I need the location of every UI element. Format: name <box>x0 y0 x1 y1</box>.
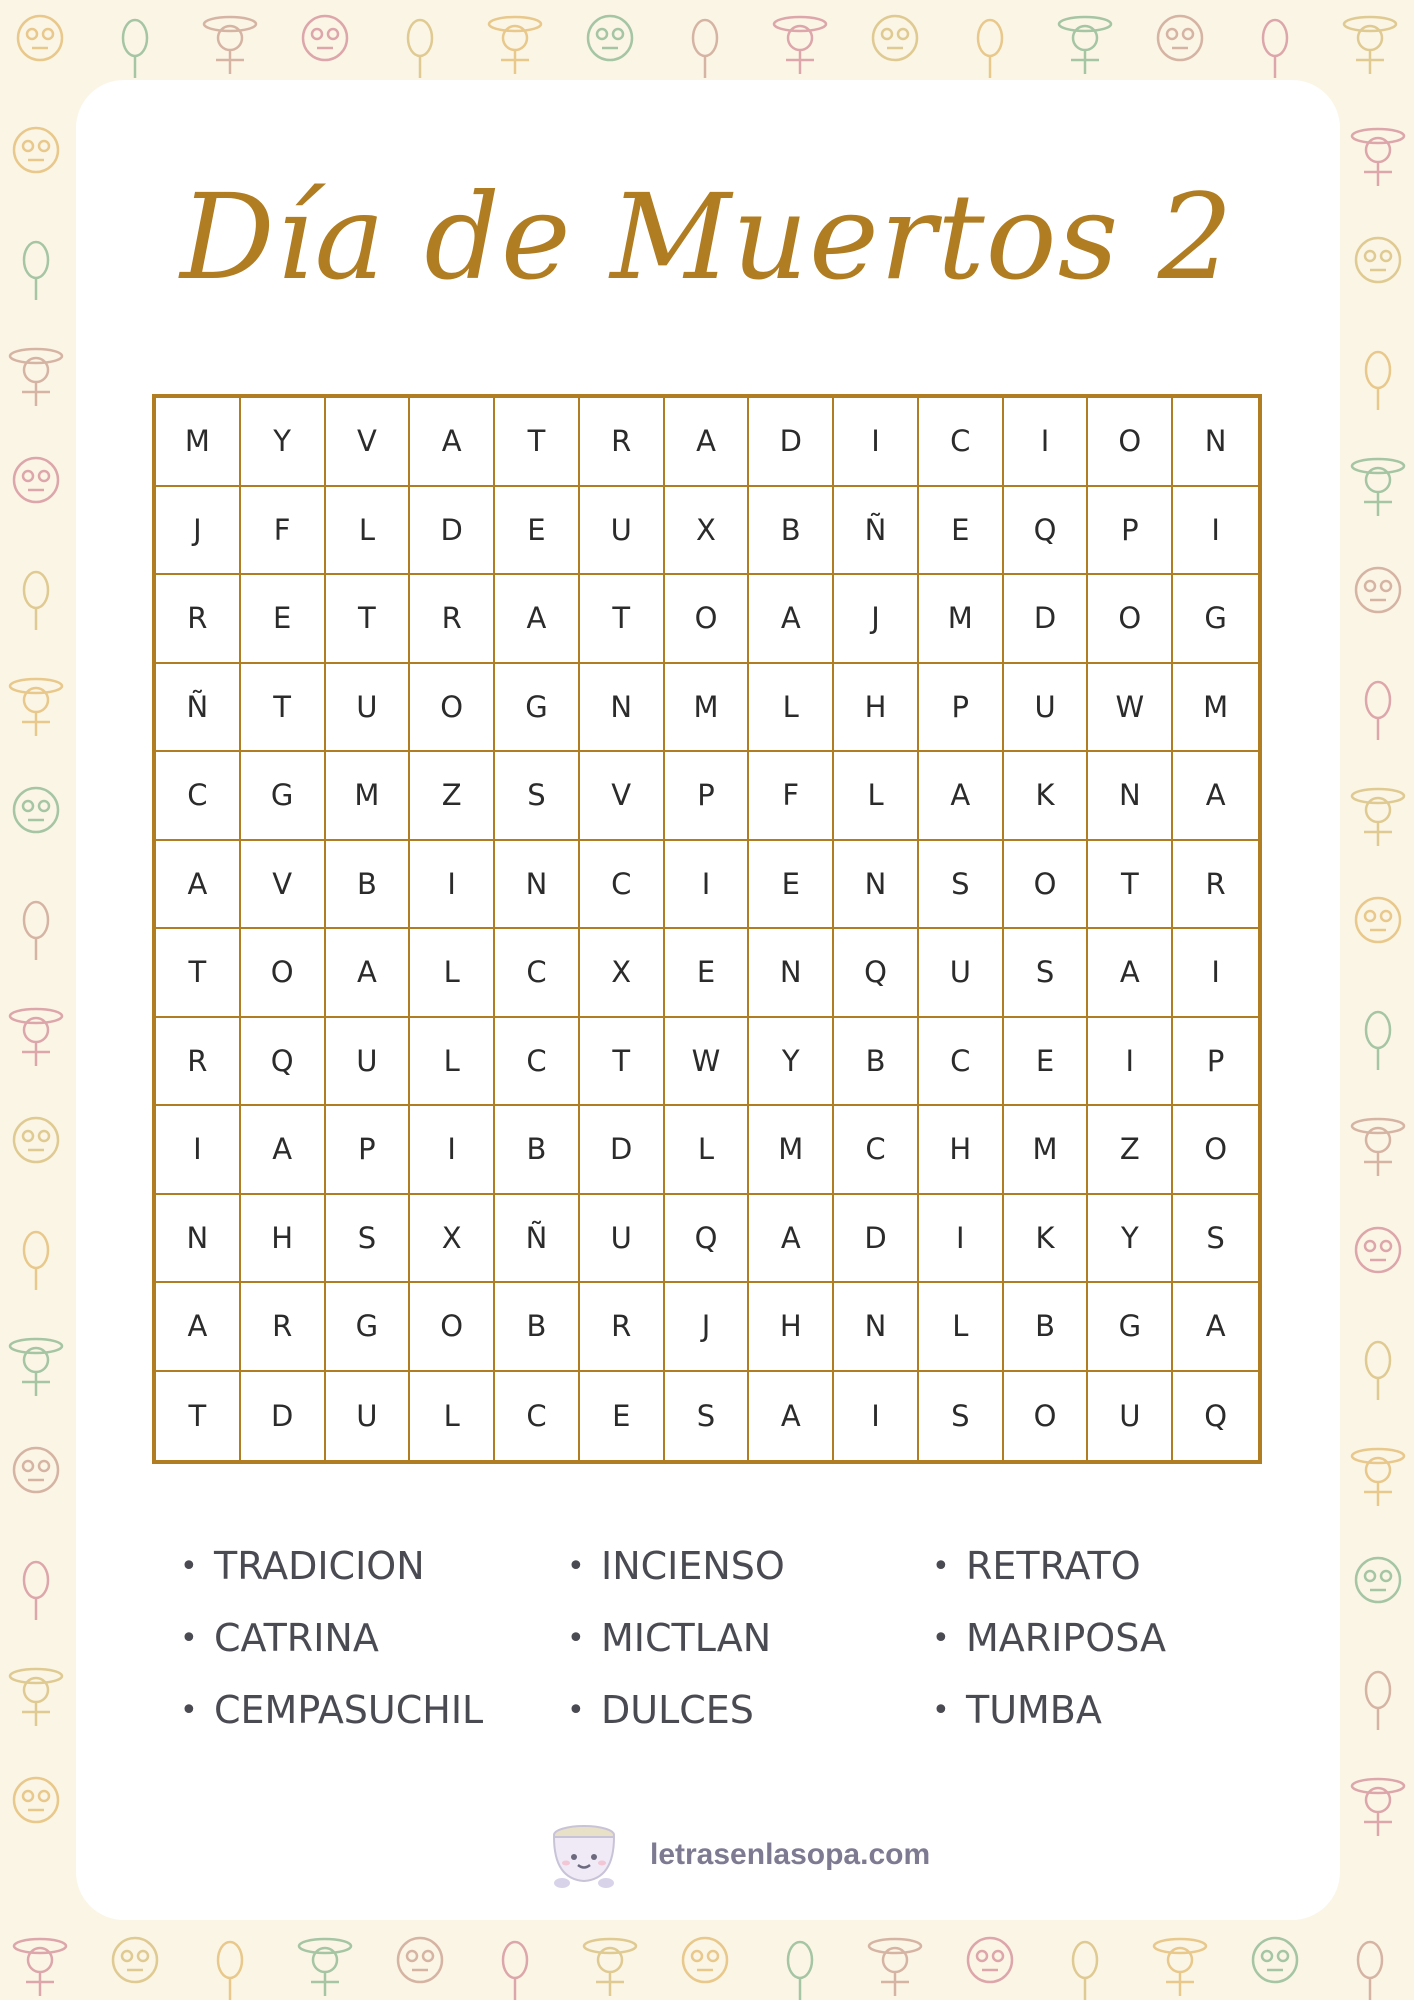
grid-cell: Z <box>410 752 495 841</box>
border-doodle <box>14 788 58 832</box>
grid-cell: T <box>326 575 411 664</box>
border-doodle <box>873 16 917 60</box>
grid-cell: I <box>410 841 495 930</box>
grid-cell: R <box>410 575 495 664</box>
grid-cell: E <box>1004 1018 1089 1107</box>
grid-cell: A <box>495 575 580 664</box>
border-doodle <box>18 16 62 60</box>
grid-cell: Ñ <box>834 487 919 576</box>
soup-bowl-mascot-icon <box>540 1819 628 1891</box>
grid-cell: E <box>665 929 750 1018</box>
border-doodle <box>1366 1342 1390 1400</box>
word-list-item: • TRADICION <box>180 1530 483 1602</box>
grid-cell: C <box>495 1372 580 1461</box>
grid-cell: N <box>749 929 834 1018</box>
grid-cell: X <box>665 487 750 576</box>
grid-cell: X <box>410 1195 495 1284</box>
grid-cell: A <box>749 575 834 664</box>
grid-cell: L <box>410 1018 495 1107</box>
grid-cell: S <box>919 841 1004 930</box>
border-doodle <box>14 1939 66 1996</box>
word-list-column <box>567 1530 785 1746</box>
border-doodle <box>408 20 432 78</box>
grid-cell: I <box>919 1195 1004 1284</box>
grid-cell: E <box>580 1372 665 1461</box>
border-doodle <box>24 1562 48 1620</box>
grid-cell: C <box>495 1018 580 1107</box>
grid-cell: R <box>1173 841 1258 930</box>
border-doodle <box>24 572 48 630</box>
grid-cell: A <box>1173 1283 1258 1372</box>
border-doodle <box>24 1232 48 1290</box>
grid-cell: Ñ <box>156 664 241 753</box>
grid-cell: O <box>1004 1372 1089 1461</box>
border-doodle <box>10 1009 62 1066</box>
grid-cell: M <box>156 398 241 487</box>
grid-cell: B <box>749 487 834 576</box>
grid-cell: O <box>410 1283 495 1372</box>
grid-cell: I <box>1173 487 1258 576</box>
grid-cell: A <box>749 1195 834 1284</box>
site-name: letrasenlasopa.com <box>650 1838 931 1871</box>
border-doodle <box>774 17 826 74</box>
grid-cell: B <box>834 1018 919 1107</box>
grid-cell: W <box>1088 664 1173 753</box>
border-doodle <box>303 16 347 60</box>
grid-cell: M <box>665 664 750 753</box>
footer-branding <box>540 1815 960 1895</box>
grid-cell: S <box>1004 929 1089 1018</box>
grid-cell: A <box>919 752 1004 841</box>
border-doodle <box>123 20 147 78</box>
grid-cell: Q <box>1204 1398 1228 1433</box>
grid-cell: U <box>580 487 665 576</box>
border-doodle <box>1356 568 1400 612</box>
grid-cell: Q <box>834 929 919 1018</box>
border-doodle <box>14 458 58 502</box>
grid-cell: N <box>834 841 919 930</box>
border-doodle <box>788 1942 812 2000</box>
grid-cell: K <box>1004 752 1089 841</box>
border-doodle <box>1356 1558 1400 1602</box>
grid-cell: U <box>326 664 411 753</box>
grid-cell: L <box>749 664 834 753</box>
grid-cell: D <box>241 1372 326 1461</box>
grid-cell: U <box>326 1372 411 1461</box>
grid-cell: V <box>580 752 665 841</box>
grid-cell: O <box>1088 398 1173 487</box>
border-doodle <box>1158 16 1202 60</box>
grid-cell: M <box>749 1106 834 1195</box>
grid-cell: I <box>1004 398 1089 487</box>
page-title: Día de Muertos 2 <box>180 168 1234 306</box>
grid-cell: U <box>1088 1372 1173 1461</box>
grid-cell: U <box>919 929 1004 1018</box>
grid-cell: M <box>1004 1106 1089 1195</box>
border-doodle <box>24 902 48 960</box>
grid-cell: M <box>326 752 411 841</box>
grid-cell: N <box>1088 752 1173 841</box>
grid-cell: B <box>495 1106 580 1195</box>
grid-cell: N <box>1173 398 1258 487</box>
grid-cell: O <box>1088 575 1173 664</box>
grid-cell: Y <box>749 1018 834 1107</box>
border-doodle <box>1356 1228 1400 1272</box>
grid-cell: H <box>749 1283 834 1372</box>
grid-cell: P <box>326 1106 411 1195</box>
word-search-grid <box>152 394 1262 1464</box>
grid-cell: I <box>834 1372 919 1461</box>
border-doodle <box>978 20 1002 78</box>
word-list-item: • TUMBA <box>932 1674 1166 1746</box>
grid-cell: H <box>919 1106 1004 1195</box>
grid-cell: U <box>326 1018 411 1107</box>
word-list-item: • CATRINA <box>180 1602 483 1674</box>
grid-cell: L <box>665 1106 750 1195</box>
grid-cell: M <box>919 575 1004 664</box>
grid-cell: Z <box>1088 1106 1173 1195</box>
border-doodle <box>218 1942 242 2000</box>
border-doodle <box>14 1448 58 1492</box>
grid-cell: I <box>410 1106 495 1195</box>
grid-cell: R <box>580 398 665 487</box>
grid-cell: Ñ <box>495 1195 580 1284</box>
grid-cell: G <box>1088 1283 1173 1372</box>
grid-cell: S <box>326 1195 411 1284</box>
grid-cell: A <box>326 929 411 1018</box>
border-doodle <box>1344 17 1396 74</box>
border-doodle <box>588 16 632 60</box>
grid-cell: T <box>580 575 665 664</box>
grid-cell: P <box>665 752 750 841</box>
grid-cell: A <box>749 1372 834 1461</box>
grid-cell: A <box>1173 752 1258 841</box>
word-list-column <box>932 1530 1166 1746</box>
grid-cell: J <box>156 487 241 576</box>
word-list-item: • MARIPOSA <box>932 1602 1166 1674</box>
grid-cell: D <box>1004 575 1089 664</box>
grid-cell: G <box>495 664 580 753</box>
grid-cell: O <box>665 575 750 664</box>
grid-cell: N <box>580 664 665 753</box>
border-doodle <box>1253 1938 1297 1982</box>
border-doodle <box>489 17 541 74</box>
grid-cell: I <box>665 841 750 930</box>
grid-cell: F <box>241 487 326 576</box>
grid-cell: A <box>156 1283 241 1372</box>
border-doodle <box>1358 1942 1382 2000</box>
border-doodle <box>1352 1119 1404 1176</box>
border-doodle <box>113 1938 157 1982</box>
border-doodle <box>503 1942 527 2000</box>
grid-cell: C <box>834 1106 919 1195</box>
word-list-item: • MICTLAN <box>567 1602 785 1674</box>
grid-cell: C <box>919 398 1004 487</box>
border-doodle <box>204 17 256 74</box>
grid-cell: A <box>410 398 495 487</box>
word-list-column <box>180 1530 483 1746</box>
border-doodle <box>1352 789 1404 846</box>
grid-cell: J <box>834 575 919 664</box>
grid-cell: P <box>919 664 1004 753</box>
grid-cell: D <box>580 1106 665 1195</box>
border-doodle <box>14 1778 58 1822</box>
border-doodle <box>14 128 58 172</box>
border-doodle <box>398 1938 442 1982</box>
grid-cell: A <box>1088 929 1173 1018</box>
grid-cell: D <box>749 398 834 487</box>
grid-cell: G <box>326 1283 411 1372</box>
grid-cell: A <box>241 1106 326 1195</box>
grid-cell: L <box>326 487 411 576</box>
grid-cell: T <box>156 1372 241 1461</box>
grid-cell: N <box>834 1283 919 1372</box>
grid-cell: B <box>326 841 411 930</box>
grid-cell: Y <box>241 398 326 487</box>
grid-cell: S <box>919 1372 1004 1461</box>
grid-cell: O <box>410 664 495 753</box>
grid-cell: R <box>156 575 241 664</box>
grid-cell: L <box>410 929 495 1018</box>
grid-cell: V <box>326 398 411 487</box>
grid-cell: E <box>495 487 580 576</box>
grid-cell: T <box>156 929 241 1018</box>
grid-cell: O <box>1004 841 1089 930</box>
border-doodle <box>1356 898 1400 942</box>
grid-cell: C <box>495 929 580 1018</box>
grid-cell: B <box>495 1283 580 1372</box>
border-doodle <box>299 1939 351 1996</box>
grid-cell: L <box>834 752 919 841</box>
grid-cell: D <box>834 1195 919 1284</box>
border-doodle <box>968 1938 1012 1982</box>
grid-cell: I <box>156 1106 241 1195</box>
border-doodle <box>1366 682 1390 740</box>
word-list-item: • DULCES <box>567 1674 785 1746</box>
grid-cell: P <box>1088 487 1173 576</box>
grid-cell: Y <box>1088 1195 1173 1284</box>
grid-cell: H <box>241 1195 326 1284</box>
grid-cell: E <box>919 487 1004 576</box>
border-doodle <box>10 1669 62 1726</box>
grid-cell: O <box>1173 1106 1258 1195</box>
grid-cell: D <box>410 487 495 576</box>
border-doodle <box>1059 17 1111 74</box>
word-list-item: • INCIENSO <box>567 1530 785 1602</box>
border-doodle <box>14 1118 58 1162</box>
grid-cell: B <box>1004 1283 1089 1372</box>
grid-cell: G <box>1173 575 1258 664</box>
grid-cell: L <box>919 1283 1004 1372</box>
border-doodle <box>1352 459 1404 516</box>
grid-cell: L <box>410 1372 495 1461</box>
grid-cell: R <box>156 1018 241 1107</box>
border-doodle <box>1352 1449 1404 1506</box>
border-doodle <box>584 1939 636 1996</box>
grid-cell: R <box>580 1283 665 1372</box>
grid-cell: C <box>156 752 241 841</box>
grid-cell: W <box>665 1018 750 1107</box>
grid-cell: I <box>1088 1018 1173 1107</box>
border-doodle <box>1366 1672 1390 1730</box>
border-doodle <box>10 349 62 406</box>
border-doodle <box>1366 352 1390 410</box>
grid-cell: I <box>1173 929 1258 1018</box>
grid-cell: N <box>495 841 580 930</box>
grid-cell: U <box>1004 664 1089 753</box>
grid-cell: Q <box>241 1018 326 1107</box>
grid-cell: X <box>580 929 665 1018</box>
grid-cell: A <box>156 841 241 930</box>
border-doodle <box>1352 1779 1404 1836</box>
word-list-item: • CEMPASUCHIL <box>180 1674 483 1746</box>
border-doodle <box>683 1938 727 1982</box>
grid-cell: P <box>1173 1018 1258 1107</box>
grid-cell: E <box>241 575 326 664</box>
grid-cell: M <box>1173 664 1258 753</box>
grid-cell: S <box>495 752 580 841</box>
border-doodle <box>1366 1012 1390 1070</box>
grid-cell: V <box>241 841 326 930</box>
grid-cell: J <box>665 1283 750 1372</box>
border-doodle <box>869 1939 921 1996</box>
border-doodle <box>693 20 717 78</box>
grid-cell: T <box>495 398 580 487</box>
grid-cell: T <box>241 664 326 753</box>
grid-cell: U <box>580 1195 665 1284</box>
word-list-item: • RETRATO <box>932 1530 1166 1602</box>
border-doodle <box>10 679 62 736</box>
grid-cell: S <box>1173 1195 1258 1284</box>
word-list <box>180 1530 1250 1750</box>
grid-cell: F <box>749 752 834 841</box>
grid-cell: Q <box>665 1195 750 1284</box>
grid-cell: N <box>156 1195 241 1284</box>
grid-cell: O <box>241 929 326 1018</box>
grid-cell: C <box>919 1018 1004 1107</box>
grid-cell: T <box>580 1018 665 1107</box>
border-doodle <box>1154 1939 1206 1996</box>
grid-cell: E <box>749 841 834 930</box>
grid-cell: A <box>665 398 750 487</box>
border-doodle <box>1073 1942 1097 2000</box>
grid-cell: H <box>834 664 919 753</box>
grid-cell: I <box>834 398 919 487</box>
grid-cell: R <box>241 1283 326 1372</box>
grid-cell: T <box>1088 841 1173 930</box>
border-doodle <box>1263 20 1287 78</box>
grid-cell: K <box>1004 1195 1089 1284</box>
grid-cell: Q <box>1004 487 1089 576</box>
border-doodle <box>10 1339 62 1396</box>
grid-cell: C <box>580 841 665 930</box>
grid-cell: S <box>665 1372 750 1461</box>
grid-cell: G <box>241 752 326 841</box>
